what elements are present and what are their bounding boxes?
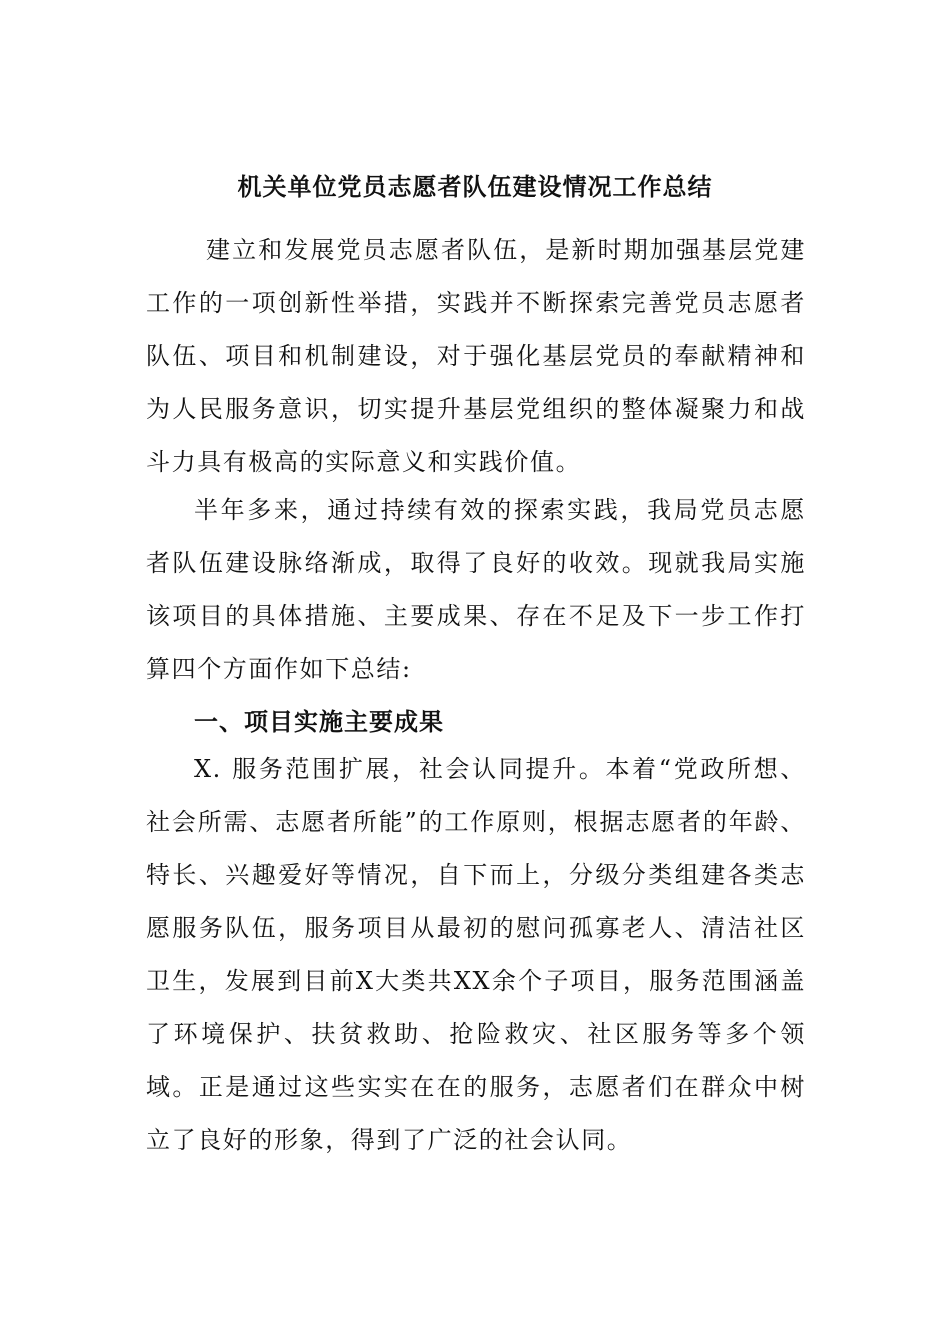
summary-paragraph: 半年多来，通过持续有效的探索实践，我局党员志愿者队伍建设脉络渐成，取得了良好的收效。现就我局实施该项目的具体措施、主要成果、存在不足及下一步工作打算四个方面作如下总结: [146,496,806,683]
document-title: 机关单位党员志愿者队伍建设情况工作总结 [237,173,713,201]
section-paragraph: X. 服务范围扩展，社会认同提升。本着“党政所想、社会所需、志愿者所能”的工作原则，根据志愿者的年龄、特长、兴趣爱好等情况，自下而上，分级分类组建各类志愿服务队伍，服务项目从最初的慰问孤寡老人、清洁社区卫生，发展到目前X大类共XX余个子项目，服务范围涵盖了环境保护、扶贫救助、抢险救灾、社区服务等多个领域。正是通过这些实实在在的服务，志愿者们在群众中树立了良好的形象，得到了广泛的社会认同。 [146,755,806,1154]
section-heading: 一、项目实施主要成果 [194,708,444,736]
intro-paragraph: 建立和发展党员志愿者队伍，是新时期加强基层党建工作的一项创新性举措，实践并不断探索完善党员志愿者队伍、项目和机制建设，对于强化基层党员的奉献精神和为人民服务意识，切实提升基层党组织的整体凝聚力和战斗力具有极高的实际意义和实践价值。 [146,236,806,476]
